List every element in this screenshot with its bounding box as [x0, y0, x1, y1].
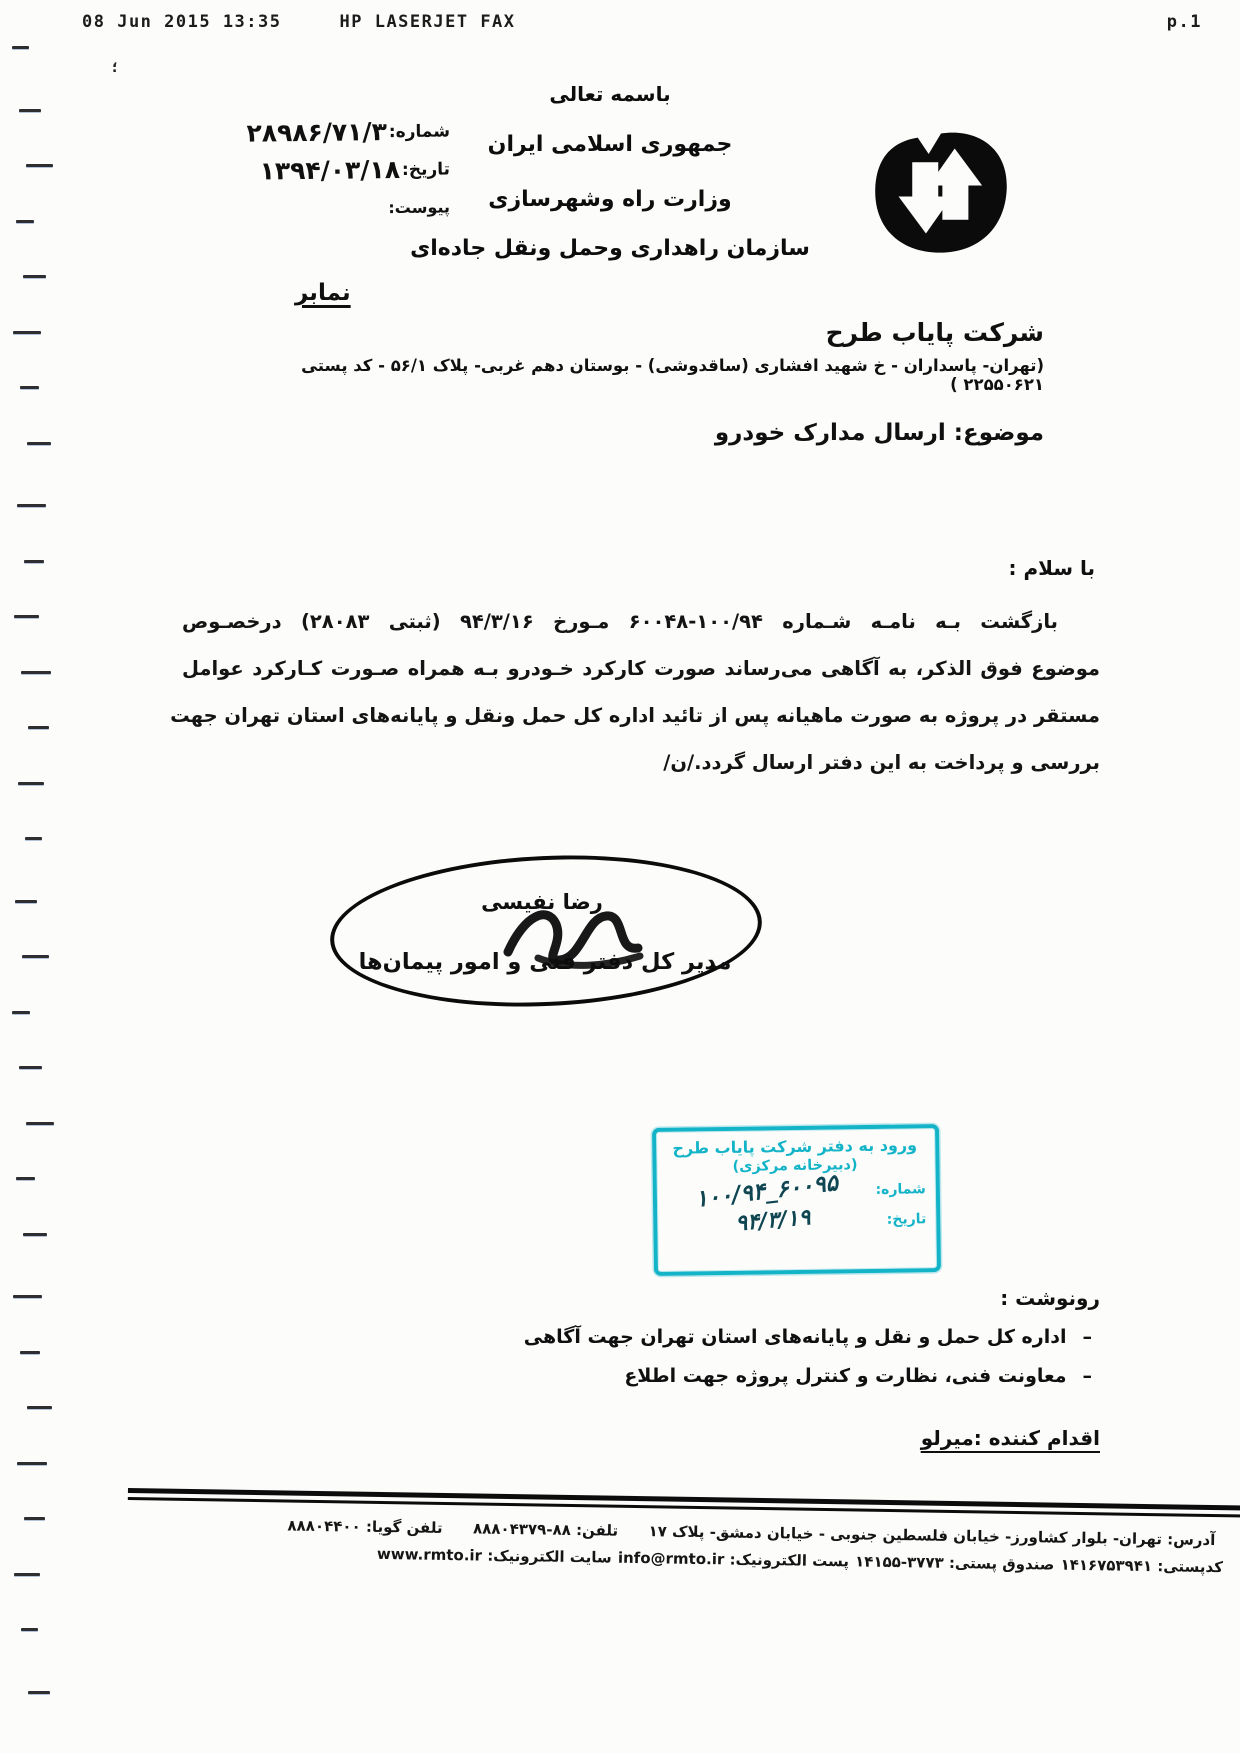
scan-dash: [26, 1122, 54, 1125]
entry-stamp-title: ورود به دفتر شرکت پایاب طرح: [672, 1135, 918, 1158]
subject-line: موضوع: ارسال مدارک خودرو: [714, 420, 1044, 446]
body-line: بازگشت بـه نامـه شـماره ۱۰۰/۹۴-۶۰۰۴۸ مـورخ ۹۴/۳/۱۶ (ثبتی ۲۸۰۸۳) درخصـوص: [182, 610, 1058, 633]
letter-attachment-label: پیوست:: [388, 197, 451, 218]
scan-dash: [15, 900, 37, 903]
scan-dash: [16, 1177, 35, 1180]
recipient-company: شرکت پایاب طرح: [825, 318, 1044, 347]
body-line: بررسی و پرداخت به این دفتر ارسال گردد./ن/: [663, 751, 1100, 774]
letterhead-ministry: وزارت راه وشهرسازی: [488, 187, 732, 212]
scan-dash: [20, 1351, 40, 1354]
body-line: موضوع فوق الذکر، به آگاهی می‌رساند صورت کارکرد خـودرو بـه همراه صـورت کـارکرد عوامل: [182, 657, 1100, 680]
footer-voice-phone: تلفن گویا: ۸۸۸۰۴۴۰۰: [287, 1516, 443, 1537]
scan-dash: [13, 331, 41, 334]
transmission-method: نمابر: [295, 280, 351, 306]
entry-stamp-subtitle: (دبیرخانه مرکزی): [732, 1157, 858, 1175]
letterhead-country: جمهوری اسلامی ایران: [487, 132, 733, 157]
scan-dash: [16, 220, 34, 223]
rmto-logo-icon: [868, 128, 1014, 254]
salutation: با سلام :: [1008, 556, 1095, 580]
footer-contact-row-1: [287, 1516, 1215, 1549]
scan-dash: [27, 442, 51, 445]
scan-dash: [22, 955, 49, 958]
scan-dash: [19, 1066, 42, 1069]
scan-dash: [19, 109, 41, 112]
dash-icon: –: [1082, 1365, 1092, 1387]
body-line: مستقر در پروژه به صورت ماهیانه پس از تائید اداره کل حمل ونقل و پایانه‌های استان تهران جهت: [170, 704, 1100, 727]
signature-stamp: [322, 848, 768, 1018]
fax-datetime: 08 Jun 2015 13:35: [82, 12, 282, 32]
scan-dash: [23, 1233, 47, 1236]
handwritten-signature-icon: [490, 866, 670, 986]
scan-dash: [12, 1011, 30, 1014]
fax-device-name: HP LASERJET FAX: [339, 12, 516, 32]
letterhead-invocation: باسمه تعالی: [549, 82, 671, 106]
scan-dash: [21, 671, 51, 674]
scan-dash: [12, 46, 29, 49]
entry-stamp: [652, 1124, 941, 1276]
cc-item: [420, 1365, 1100, 1387]
letter-number-row: [160, 116, 450, 148]
scan-dash: [13, 1295, 42, 1298]
scan-dash: [28, 1691, 50, 1694]
scan-dash: [27, 1406, 52, 1409]
cc-label: رونوشت :: [1000, 1286, 1100, 1310]
entry-stamp-date-label: تاریخ:: [886, 1210, 927, 1228]
scan-dash: [24, 1517, 45, 1520]
letter-attachment-row: [160, 197, 450, 219]
scan-dash: [28, 726, 49, 729]
footer-contact-row-2: [377, 1544, 1223, 1575]
dash-icon: –: [1082, 1326, 1092, 1348]
fax-page-number: p.1: [1166, 12, 1202, 32]
signatory-title: مدیر کل دفتر فنی و امور پیمان‌ها: [358, 949, 732, 975]
letter-footer: [127, 1488, 1240, 1576]
entry-stamp-number-row: [665, 1170, 926, 1213]
letter-date-value: ۱۳۹۴/۰۳/۱۸: [259, 155, 401, 186]
letter-date-row: [160, 154, 450, 186]
recipient-block: [230, 318, 1044, 394]
scan-dash: [20, 386, 39, 389]
scan-dash: [24, 560, 44, 563]
cc-item-text: اداره کل حمل و نقل و پایانه‌های استان تهران جهت آگاهی: [523, 1326, 1067, 1348]
scan-dash: [17, 504, 46, 507]
scan-dash: [25, 837, 42, 840]
recipient-address: (تهران- پاسداران - خ شهید افشاری (ساقدوشی) - بوستان دهم غربی- پلاک ۵۶/۱ - کد پستی ۲۲۵۵۰۶۲۱ ): [301, 356, 1044, 394]
scan-dash: [21, 1628, 38, 1631]
action-by: اقدام کننده :میرلو: [920, 1426, 1100, 1450]
scan-dash: [23, 275, 46, 278]
scan-dash: [26, 164, 53, 167]
footer-po-box: صندوق پستی: ۳۷۷۳-۱۴۱۵۵: [854, 1551, 1055, 1574]
cc-item-text: معاونت فنی، نظارت و کنترل پروژه جهت اطلاع: [624, 1365, 1067, 1387]
scan-speck: ؛: [112, 60, 118, 76]
footer-email: پست الکترونیک: info@rmto.ir: [617, 1548, 850, 1570]
cc-item: [420, 1326, 1100, 1348]
letter-number-value: ۲۸۹۸۶/۷۱/۳: [246, 117, 388, 148]
footer-postal-code: کدپستی: ۱۴۱۶۷۵۳۹۴۱: [1060, 1555, 1224, 1576]
scan-dash: [17, 1462, 47, 1465]
signatory-name: رضا نفیسی: [481, 890, 603, 914]
letterhead-organization: سازمان راهداری وحمل ونقل جاده‌ای: [410, 236, 810, 261]
scan-dash: [14, 615, 39, 618]
footer-phone: تلفن: ۸۸-۸۸۸۰۴۳۷۹: [472, 1518, 619, 1540]
letter-meta: [160, 118, 450, 227]
entry-stamp-number-label: شماره:: [875, 1181, 926, 1198]
letter-body: [170, 598, 1100, 786]
letter-date-label: تاریخ:: [401, 158, 451, 180]
scan-artifact-marks: [0, 0, 60, 1753]
footer-website: سایت الکترونیک: www.rmto.ir: [376, 1544, 612, 1567]
scan-dash: [14, 1573, 40, 1576]
letter-number-label: شماره:: [388, 120, 451, 142]
fax-transmission-header: [82, 12, 1202, 32]
cc-block: [420, 1286, 1100, 1450]
scan-dash: [18, 782, 44, 785]
entry-stamp-number-value: ۱۰۰/۹۴_۶۰۰۹۵: [693, 1170, 839, 1213]
entry-stamp-date-value: ۹۴/۳/۱۹: [734, 1205, 812, 1237]
footer-address: آدرس: تهران- بلوار کشاورز- خیابان فلسطین جنوبی - خیابان دمشق- پلاک ۱۷: [648, 1521, 1216, 1549]
